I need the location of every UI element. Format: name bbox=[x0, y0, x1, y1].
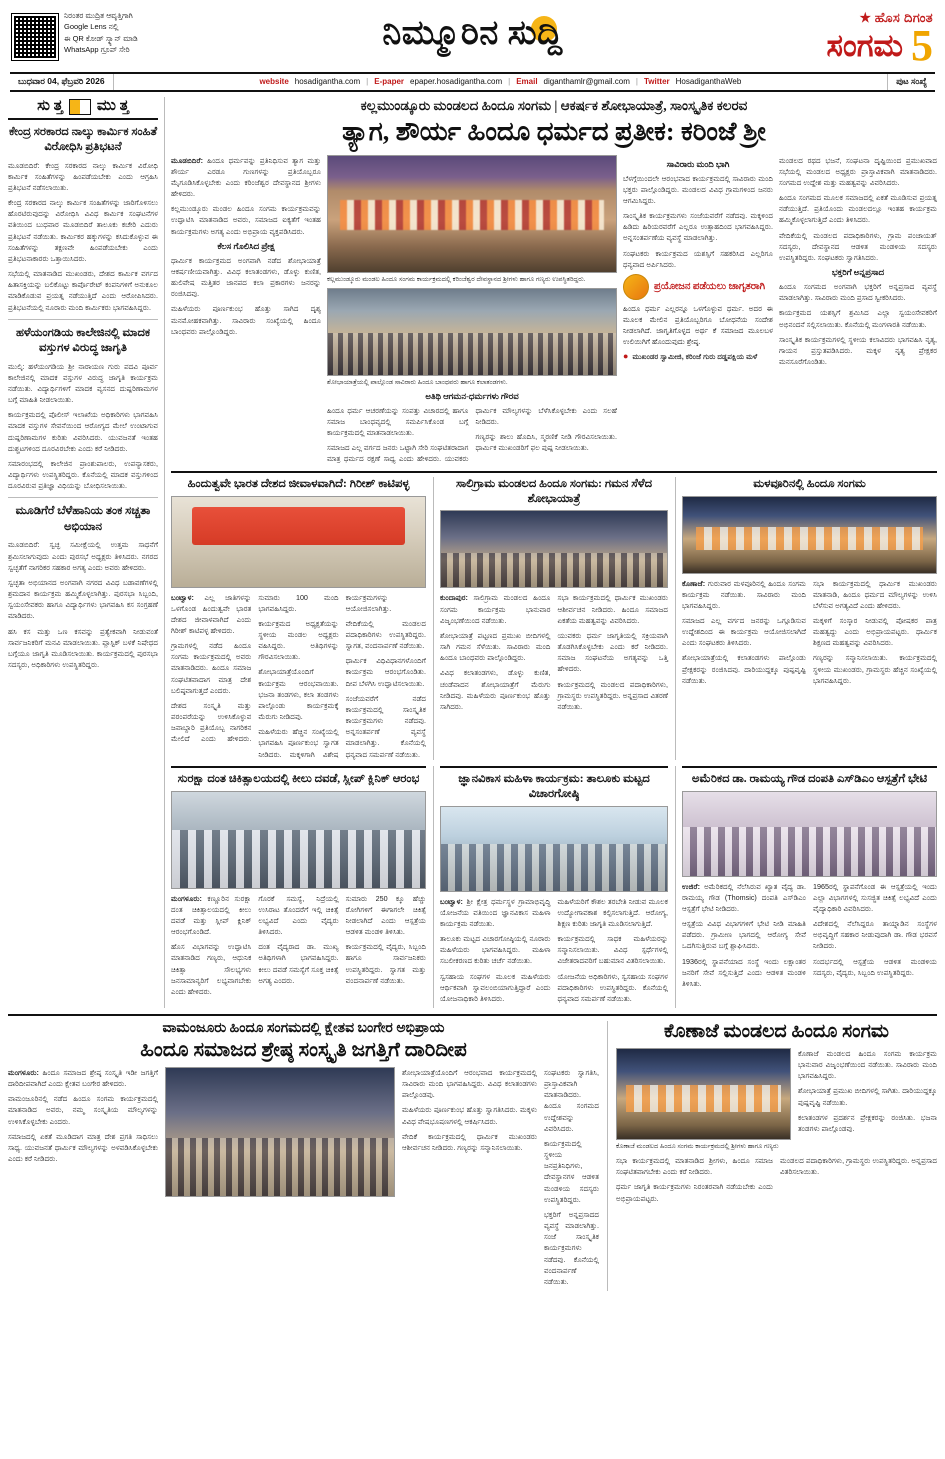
stage-dignitaries-photo bbox=[327, 155, 617, 273]
vamanjoor-col-2: ಶೋಭಾಯಾತ್ರೆಯೊಂದಿಗೆ ಆರಂಭವಾದ ಕಾರ್ಯಕ್ರಮದಲ್ಲಿ ಸಾವಿರಾರು ಮಂದಿ ಭಾಗವಹಿಸಿದ್ದರು. ವಿವಿಧ ಕಲಾತಂಡಗಳು ಪಾಲ್ಗೊಂಡವು. ಮಹಿಳೆಯರು ಪೂರ್ಣಕುಂಭ ಹೊತ್ತು ಸ್ವಾಗತಿಸಿದರು. ಮಕ್ಕಳು ವಿವಿಧ ವೇಷಭೂಷಣಗಳಲ್ಲಿ ಆಕರ್ಷಿಸಿದರು. ವೇದಿಕೆ ಕಾರ್ಯಕ್ರಮದಲ್ಲಿ ಧಾರ್ಮಿಕ ಮುಖಂಡರು ಆಶೀರ್ವಚನ ನೀಡಿದರು. ಗಣ್ಯರನ್ನು ಸನ್ಮಾನಿಸಲಾಯಿತು. bbox=[402, 1068, 537, 1152]
story-hindutva-head: ಹಿಂದುತ್ವವೇ ಭಾರತ ದೇಶದ ಜೀವಾಳವಾಗಿದೆ: ಗಿರೀಶ್ ಕಾಟಿಪಳ್ಳ bbox=[187, 477, 410, 490]
qr-line-3: ಈ QR ಕೋಡ್ ಸ್ಕ್ಯಾನ್ ಮಾಡಿ bbox=[64, 33, 138, 43]
story-hospital-head: ಅಮೆರಿಕದ ಡಾ. ರಾಮಯ್ಯ ಗೌಡ ದಂಪತಿ ಎಸ್‌ಡಿಎಂ ಆಸ್ಪತ್ರೆಗೆ ಭೇಟಿ bbox=[691, 772, 928, 785]
story-saligrama-head: ಸಾಲಿಗ್ರಾಮ ಮಂಡಲದ ಹಿಂದೂ ಸಂಗಮ: ಗಮನ ಸೆಳೆದ ಶೋಭಾಯಾತ್ರೆ bbox=[455, 477, 653, 505]
story-women-head: ಜ್ಞಾನವಿಕಾಸ ಮಹಿಳಾ ಕಾರ್ಯಕ್ರಮ: ತಾಲೂಕು ಮಟ್ಟದ ವಿಚಾರಗೋಷ್ಠಿ bbox=[458, 772, 650, 800]
bottom-section bbox=[8, 1014, 937, 1291]
main-content bbox=[164, 97, 937, 1008]
lead-subhead-1: ಕೆಲಸ ಗೊಲಿಸಿದ ಪ್ರೇಕ್ಷ bbox=[217, 240, 275, 251]
konaje-col-2: ಸಭಾ ಕಾರ್ಯಕ್ರಮದಲ್ಲಿ ಮಾತನಾಡಿದ ಶ್ರೀಗಳು, ಹಿಂದೂ ಸಮಾಜ ಸಂಘಟಿತವಾಗಬೇಕು ಎಂದು ಕರೆ ನೀಡಿದರು. ಧರ್ಮ ಜಾಗೃತಿ ಕಾರ್ಯಕ್ರಮಗಳು ನಿರಂತರವಾಗಿ ನಡೆಯಬೇಕು ಎಂದು ಅಭಿಪ್ರಾಯಪಟ್ಟರು. ಮಂಡಲದ ಪದಾಧಿಕಾರಿಗಳು, ಗ್ರಾಮಸ್ಥರು ಉಪಸ್ಥಿತರಿದ್ದರು. ಅನ್ನಪ್ರಸಾದ ವಿತರಿಸಲಾಯಿತು. bbox=[616, 1156, 937, 1203]
story-vamanjoor-kicker: ವಾಮಂಜೂರು ಹಿಂದೂ ಸಂಗಮದಲ್ಲಿ ಕ್ಷೇತವ ಬಂಗೇರ ಅಭಿಪ್ರಾಯ bbox=[162, 1021, 445, 1037]
bullet-dot-icon: ● bbox=[623, 350, 629, 361]
highlight-bullet: ● ಮುಖಂಡರ ಸ್ವಾಮೀಜಿ, ಕರಿಂಜೆ ಗುರು ದಡ್ಡಪಕ್ಷಿಯ ಮಳೆ bbox=[623, 350, 758, 361]
konaje-col-1: ಕೊಣಾಜೆ ಮಂಡಲದ ಹಿಂದೂ ಸಂಗಮ ಕಾರ್ಯಕ್ರಮ ಭಾನುವಾರ ವಿಜೃಂಭಣೆಯಿಂದ ನಡೆಯಿತು. ಸಾವಿರಾರು ಮಂದಿ ಭಾಗವಹಿಸಿದ್ದರು. ಶೋಭಾಯಾತ್ರೆ ಪ್ರಮುಖ ಬೀದಿಗಳಲ್ಲಿ ಸಾಗಿತು. ದಾರಿಯುದ್ದಕ್ಕೂ ಪುಷ್ಪವೃಷ್ಟಿ ನಡೆಯಿತು. ಕಲಾತಂಡಗಳ ಪ್ರದರ್ಶನ ಪ್ರೇಕ್ಷಕರನ್ನು ರಂಜಿಸಿತು. ಭಜನಾ ತಂಡಗಳು ಪಾಲ್ಗೊಂಡವು. bbox=[798, 1049, 937, 1133]
story-dental-head: ಸುರಕ್ಷಾ ದಂತ ಚಿಕಿತ್ಸಾಲಯದಲ್ಲಿ ಕೀಲು ದವಡೆ, ಸ್ಲೀಪ್ ಕ್ಲಿನಿಕ್ ಆರಂಭ bbox=[177, 772, 420, 785]
sidebar-item-1[interactable] bbox=[8, 125, 158, 313]
lead-kicker: ಕಲ್ಲಮುಂಡ್ಕೂರು ಮಂಡಲದ ಹಿಂದೂ ಸಂಗಮ | ಆಕರ್ಷಕ ಶೋಭಾಯಾತ್ರೆ, ಸಾಂಸ್ಕೃತಿಕ ಕಲರವ bbox=[360, 97, 748, 113]
lead-col-4: ಮಂಡಲದ ರಥದ ಭಜನೆ, ಸಂಘಟನಾ ದೃಷ್ಟಿಯಿಂದ ಪ್ರಮುಖವಾದ ಸಭೆಯಲ್ಲಿ ಮಂಡಲದ ಅಧ್ಯಕ್ಷರು ಪ್ರಾಸ್ತಾವಿಕವಾಗಿ ಮಾತನಾಡಿದರು. ಸಂಗಮದ ಉದ್ದೇಶ ಮತ್ತು ಮಹತ್ವವನ್ನು ವಿವರಿಸಿದರು. ಹಿಂದೂ ಸಂಗಮದ ಮೂಲಕ ಸಮಾಜದಲ್ಲಿ ಏಕತೆ ಮೂಡಿಸುವ ಪ್ರಯತ್ನ ನಡೆಯುತ್ತಿದೆ. ಪ್ರತಿಯೊಂದು ಮಂಡಲದಲ್ಲೂ ಇಂತಹ ಕಾರ್ಯಕ್ರಮ ಹಮ್ಮಿಕೊಳ್ಳಲಾಗುತ್ತಿದೆ ಎಂದು ತಿಳಿಸಿದರು. ವೇದಿಕೆಯಲ್ಲಿ ಮಂಡಲದ ಪದಾಧಿಕಾರಿಗಳು, ಗ್ರಾಮ ಪಂಚಾಯತ್ ಸದಸ್ಯರು, ದೇವಸ್ಥಾನದ ಆಡಳಿತ ಮಂಡಳಿಯ ಸದಸ್ಯರು ಉಪಸ್ಥಿತರಿದ್ದರು. ಸಂಘಟಕರು ಸ್ವಾಗತಿಸಿದರು. ಭಕ್ತರಿಗೆ ಅನ್ನಪ್ರಸಾದ ಹಿಂದೂ ಸಂಗಮದ ಅಂಗವಾಗಿ ಭಕ್ತರಿಗೆ ಅನ್ನಪ್ರಸಾದ ವ್ಯವಸ್ಥೆ ಮಾಡಲಾಗಿತ್ತು. ಸಾವಿರಾರು ಮಂದಿ ಪ್ರಸಾದ ಸ್ವೀಕರಿಸಿದರು. ಕಾರ್ಯಕ್ರಮದ ಯಶಸ್ಸಿಗೆ ಶ್ರಮಿಸಿದ ಎಲ್ಲಾ ಸ್ವಯಂಸೇವಕರಿಗೆ ಅಭಿನಂದನೆ ಸಲ್ಲಿಸಲಾಯಿತು. ಕೊನೆಯಲ್ಲಿ ಮಂಗಳಾರತಿ ನಡೆಯಿತು. ಸಾಂಸ್ಕೃತಿಕ ಕಾರ್ಯಕ್ರಮಗಳಲ್ಲಿ ಸ್ಥಳೀಯ ಕಲಾವಿದರು ಭಾಗವಹಿಸಿ ನೃತ್ಯ, ಗಾಯನ ಪ್ರಸ್ತುತಪಡಿಸಿದರು. ಮಕ್ಕಳ ನೃತ್ಯ ಪ್ರೇಕ್ಷಕರ ಮನಸೂರೆಗೊಂಡಿತು. bbox=[779, 155, 937, 366]
saligrama-stage-photo bbox=[440, 510, 668, 588]
page-number: ಪುಟ ಸಂಖ್ಯೆ bbox=[887, 74, 935, 90]
masthead bbox=[8, 6, 937, 68]
vamanjoor-col-1: ಮಂಗಳೂರು: ಹಿಂದೂ ಸಮಾಜದ ಶ್ರೇಷ್ಠ ಸಂಸ್ಕೃತಿ ಇಡೀ ಜಗತ್ತಿಗೆ ದಾರಿದೀಪವಾಗಿದೆ ಎಂದು ಕ್ಷೇತವ ಬಂಗೇರ ಹೇಳಿದರು. ವಾಮಂಜೂರಿನಲ್ಲಿ ನಡೆದ ಹಿಂದೂ ಸಂಗಮ ಕಾರ್ಯಕ್ರಮದಲ್ಲಿ ಮಾತನಾಡಿದ ಅವರು, ನಮ್ಮ ಸಂಸ್ಕೃತಿಯ ಮೌಲ್ಯಗಳನ್ನು ಉಳಿಸಿಕೊಳ್ಳಬೇಕು ಎಂದರು. ಸಮಾಜದಲ್ಲಿ ಏಕತೆ ಮೂಡಿದಾಗ ಮಾತ್ರ ದೇಶ ಪ್ರಗತಿ ಸಾಧಿಸಲು ಸಾಧ್ಯ. ಯುವಜನತೆ ಧಾರ್ಮಿಕ ಮೌಲ್ಯಗಳನ್ನು ಅಳವಡಿಸಿಕೊಳ್ಳಬೇಕು ಎಂದು ಕರೆ ನೀಡಿದರು. bbox=[8, 1068, 158, 1164]
highlight-title: ಪ್ರಯೋಜನ ಪಡೆಯಲು ಜಾಗೃತರಾಗಿ bbox=[623, 274, 773, 300]
brand-name: ಸಂಗಮ 5 bbox=[826, 21, 933, 70]
qr-code-icon[interactable] bbox=[12, 14, 58, 60]
story-women[interactable]: ಜ್ಞಾನವಿಕಾಸ ಮಹಿಳಾ ಕಾರ್ಯಕ್ರಮ: ತಾಲೂಕು ಮಟ್ಟದ ವಿಚಾರಗೋಷ್ಠಿ ಬಂಟ್ವಾಳ: ಶ್ರೀ ಕ್ಷೇತ್ರ ಧರ್ಮಸ್ಥಳ ಗ್ರಾಮಾಭಿವೃದ್ಧಿ ಯೋಜನೆಯ ವತಿಯಿಂದ ಜ್ಞಾನವಿಕಾಸ ಮಹಿಳಾ ಕಾರ್ಯಕ್ರಮ ನಡೆಯಿತು. ತಾಲೂಕು ಮಟ್ಟದ ವಿಚಾರಗೋಷ್ಠಿಯಲ್ಲಿ ನೂರಾರು ಮಹಿಳೆಯರು ಭಾಗವಹಿಸಿದ್ದರು. ಮಹಿಳಾ ಸಬಲೀಕರಣದ ಕುರಿತು ಚರ್ಚೆ ನಡೆಯಿತು. ಸ್ವಸಹಾಯ ಸಂಘಗಳ ಮೂಲಕ ಮಹಿಳೆಯರು ಆರ್ಥಿಕವಾಗಿ ಸ್ವಾವಲಂಬಿಯಾಗುತ್ತಿದ್ದಾರೆ ಎಂದು ಯೋಜನಾಧಿಕಾರಿ ತಿಳಿಸಿದರು. ಮಹಿಳೆಯರಿಗೆ ಕೌಶಲ ತರಬೇತಿ ನೀಡುವ ಮೂಲಕ ಉದ್ಯೋಗಾವಕಾಶ ಕಲ್ಪಿಸಲಾಗುತ್ತಿದೆ. ಆರೋಗ್ಯ, ಶಿಕ್ಷಣ ಕುರಿತು ಜಾಗೃತಿ ಮೂಡಿಸಲಾಗುತ್ತಿದೆ. ಕಾರ್ಯಕ್ರಮದಲ್ಲಿ ಸಾಧಕ ಮಹಿಳೆಯರನ್ನು ಸನ್ಮಾನಿಸಲಾಯಿತು. ವಿವಿಧ ಸ್ಪರ್ಧೆಗಳಲ್ಲಿ ವಿಜೇತರಾದವರಿಗೆ ಬಹುಮಾನ ವಿತರಿಸಲಾಯಿತು. ಯೋಜನೆಯ ಅಧಿಕಾರಿಗಳು, ಸ್ವಸಹಾಯ ಸಂಘಗಳ ಪದಾಧಿಕಾರಿಗಳು ಉಪಸ್ಥಿತರಿದ್ದರು. ಕೊನೆಯಲ್ಲಿ ಧನ್ಯವಾದ ಸಮರ್ಪಣೆ ನಡೆಯಿತು. bbox=[433, 766, 668, 1008]
page-title: ನಿಮ್ಮೂರಿನ ಸುದ್ದಿ bbox=[382, 15, 563, 52]
epaper-value[interactable]: epaper.hosadigantha.com bbox=[410, 77, 503, 87]
sidebar-item-1-title: ಕೇಂದ್ರ ಸರಕಾರದ ನಾಲ್ಕು ಕಾರ್ಮಿಕ ಸಂಹಿತೆ ವಿರೋಧಿಸಿ ಪ್ರತಿಭಟನೆ bbox=[8, 125, 158, 154]
sidebar-item-2-body: ಮುಲ್ಕಿ: ಹಳೆಯಂಗಡಿಯ ಶ್ರೀ ನಾರಾಯಣ ಗುರು ಪದವಿ ಪೂರ್ವ ಕಾಲೇಜಿನಲ್ಲಿ ಮಾದಕ ವಸ್ತುಗಳ ವಿರುದ್ಧ ಜಾಗೃತಿ ಕಾರ್ಯಕ್ರಮ ನಡೆಯಿತು. ವಿದ್ಯಾರ್ಥಿಗಳಿಗೆ ಮಾದಕ ವ್ಯಸನದ ದುಷ್ಪರಿಣಾಮಗಳ ಬಗ್ಗೆ ಮಾಹಿತಿ ನೀಡಲಾಯಿತು. ಕಾರ್ಯಕ್ರಮದಲ್ಲಿ ಪೊಲೀಸ್ ಇಲಾಖೆಯ ಅಧಿಕಾರಿಗಳು ಭಾಗವಹಿಸಿ ಮಾದಕ ವಸ್ತುಗಳ ಸೇವನೆಯಿಂದ ಆರೋಗ್ಯದ ಮೇಲೆ ಉಂಟಾಗುವ ದುಷ್ಪರಿಣಾಮಗಳ ಕುರಿತು ವಿವರಿಸಿದರು. ಯುವಜನತೆ ಇಂತಹ ದುಶ್ಚಟಗಳಿಂದ ದೂರವಿರಬೇಕು ಎಂದು ಕರೆ ನೀಡಿದರು. ಸಮಾರಂಭದಲ್ಲಿ ಕಾಲೇಜಿನ ಪ್ರಾಂಶುಪಾಲರು, ಉಪನ್ಯಾಸಕರು, ವಿದ್ಯಾರ್ಥಿಗಳು ಉಪಸ್ಥಿತರಿದ್ದರು. ಕೊನೆಯಲ್ಲಿ ಮಾದಕ ವಸ್ತುಗಳಿಂದ ದೂರವಿರುವ ಪ್ರತಿಜ್ಞಾ ವಿಧಿಯನ್ನು ಬೋಧಿಸಲಾಯಿತು. bbox=[8, 361, 158, 491]
qr-block bbox=[12, 10, 262, 60]
lead-photo-2-caption: ಶೋಭಾಯಾತ್ರೆಯಲ್ಲಿ ಪಾಲ್ಗೊಂಡ ಸಾವಿರಾರು ಹಿಂದೂ ಬಾಂಧವರು ಹಾಗೂ ಕಲಾತಂಡಗಳು. bbox=[327, 378, 508, 386]
lead-col-2: ಕಲ್ಲಮುಂಡ್ಕೂರು ಮಂಡಲ ಹಿಂದೂ ಸಂಗಮ ಕಾರ್ಯಕ್ರಮದಲ್ಲಿ ಕರಿಂಜೆಶ್ವರ ದೇವಸ್ಥಾನದ ಶ್ರೀಗಳು ಹಾಗೂ ಗಣ್ಯರು ಉಪಸ್ಥಿತರಿದ್ದರು. ಶೋಭಾಯಾತ್ರೆಯಲ್ಲಿ ಪಾಲ್ಗೊಂಡ ಸಾವಿರಾರು ಹಿಂದೂ ಬಾಂಧವರು ಹಾಗೂ ಕಲಾತಂಡಗಳು. ಅತಿಥಿ ಆಗಮನ-ಧರ್ಮಗಳು ಗೌರವ ಹಿಂದೂ ಧರ್ಮ ಆಚರಣೆಯನ್ನು ಸಂಪತ್ತು ವಿಚಾರದಲ್ಲಿ ಹಾಗೂ ಸಮಾಜ ಬಾಂಧವ್ಯದಲ್ಲಿ ಸಮರ್ಪಿಸಿಕೊಂಡ ಬಗ್ಗೆ ಕಾರ್ಯಕ್ರಮದಲ್ಲಿ ಮಾತನಾಡಲಾಯಿತು. ಸಮಾಜದ ಎಲ್ಲ ವರ್ಗದ ಜನರು ಒಟ್ಟಾಗಿ ಸೇರಿ ಸಂಘಟಿತರಾದಾಗ ಮಾತ್ರ ಧರ್ಮದ ರಕ್ಷಣೆ ಸಾಧ್ಯ ಎಂದು ಹೇಳಿದರು. ಯುವಕರು ಧಾರ್ಮಿಕ ಮೌಲ್ಯಗಳನ್ನು ಬೆಳೆಸಿಕೊಳ್ಳಬೇಕು ಎಂದು ಸಲಹೆ ನೀಡಿದರು. ಗಣ್ಯರನ್ನು ಶಾಲು ಹೊದಿಸಿ, ಸ್ಮರಣಿಕೆ ನೀಡಿ ಗೌರವಿಸಲಾಯಿತು. ಧಾರ್ಮಿಕ ಮುಖಂಡರಿಗೆ ಫಲ ಪುಷ್ಪ ನೀಡಲಾಯಿತು. bbox=[327, 155, 617, 465]
qr-line-4: WhatsApp ಗ್ರೂಪ್ ಸೇರಿ bbox=[64, 44, 130, 54]
lead-photo-1-caption: ಕಲ್ಲಮುಂಡ್ಕೂರು ಮಂಡಲ ಹಿಂದೂ ಸಂಗಮ ಕಾರ್ಯಕ್ರಮದಲ್ಲಿ ಕರಿಂಜೆಶ್ವರ ದೇವಸ್ಥಾನದ ಶ್ರೀಗಳು ಹಾಗೂ ಗಣ್ಯರು ಉಪಸ್ಥಿತರಿದ್ದರು. bbox=[327, 275, 586, 283]
lead-subhead-2: ಸಾವಿರಾರು ಮಂದಿ ಭಾಗಿ bbox=[666, 158, 730, 169]
qr-instructions bbox=[64, 10, 138, 55]
page-body bbox=[8, 97, 937, 1008]
mid-section-row-1 bbox=[171, 471, 937, 760]
website-label: website bbox=[259, 77, 289, 87]
info-bar bbox=[10, 72, 935, 92]
sidebar-item-3-title: ಮೂಡಿಗೆರೆ ಬೆಳೆಹಾನಿಯ ತಂಕ ಸಚ್ಚತಾ ಅಭಿಯಾನ bbox=[15, 505, 151, 533]
sidebar-item-3[interactable] bbox=[8, 504, 158, 670]
edition-number: 5 bbox=[911, 21, 933, 70]
divider bbox=[8, 319, 158, 320]
story-konaje-head: ಕೊಣಾಜೆ ಮಂಡಲದ ಹಿಂದೂ ಸಂಗಮ bbox=[664, 1021, 889, 1043]
lead-headline: ತ್ಯಾಗ, ಶೌರ್ಯ ಹಿಂದೂ ಧರ್ಮದ ಪ್ರತೀಕ: ಕರಿಂಜೆ ಶ್ರೀ bbox=[342, 117, 766, 147]
story-hospital[interactable]: ಅಮೆರಿಕದ ಡಾ. ರಾಮಯ್ಯ ಗೌಡ ದಂಪತಿ ಎಸ್‌ಡಿಎಂ ಆಸ್ಪತ್ರೆಗೆ ಭೇಟಿ ಉಜಿರೆ: ಅಮೆರಿಕದಲ್ಲಿ ನೆಲೆಸಿರುವ ಖ್ಯಾತ ವೈದ್ಯ ಡಾ. ರಾಮಯ್ಯ ಗೌಡ (Thomsic) ದಂಪತಿ ಎಸ್‌ಡಿಎಂ ಆಸ್ಪತ್ರೆಗೆ ಭೇಟಿ ನೀಡಿದರು. ಆಸ್ಪತ್ರೆಯ ವಿವಿಧ ವಿಭಾಗಗಳಿಗೆ ಭೇಟಿ ನೀಡಿ ಮಾಹಿತಿ ಪಡೆದರು. ಗ್ರಾಮೀಣ ಭಾಗದಲ್ಲಿ ಆರೋಗ್ಯ ಸೇವೆ ಒದಗಿಸುತ್ತಿರುವ ಬಗ್ಗೆ ಶ್ಲಾಘಿಸಿದರು. 1936ರಲ್ಲಿ ಸ್ಥಾಪನೆಯಾದ ಸಂಸ್ಥೆ ಇಂದು ಲಕ್ಷಾಂತರ ಜನರಿಗೆ ಸೇವೆ ಸಲ್ಲಿಸುತ್ತಿದೆ ಎಂದು ಆಡಳಿತ ಮಂಡಳಿ ತಿಳಿಸಿತು. 1965ರಲ್ಲಿ ಸ್ಥಾಪನೆಗೊಂಡ ಈ ಆಸ್ಪತ್ರೆಯಲ್ಲಿ ಇಂದು ಎಲ್ಲಾ ವಿಭಾಗಗಳಲ್ಲಿ ಸುಸಜ್ಜಿತ ಚಿಕಿತ್ಸೆ ಲಭ್ಯವಿದೆ ಎಂದು ವೈದ್ಯಾಧಿಕಾರಿ ವಿವರಿಸಿದರು. ವಿದೇಶದಲ್ಲಿ ನೆಲೆಸಿದ್ದರೂ ತಾಯ್ನಾಡಿನ ಸಂಸ್ಥೆಗಳ ಅಭಿವೃದ್ಧಿಗೆ ಸಹಕಾರ ನೀಡುವುದಾಗಿ ಡಾ. ಗೌಡ ಭರವಸೆ ನೀಡಿದರು. ಸಂದರ್ಭದಲ್ಲಿ ಆಸ್ಪತ್ರೆಯ ಆಡಳಿತ ಮಂಡಳಿಯ ಸದಸ್ಯರು, ವೈದ್ಯರು, ಸಿಬ್ಬಂದಿ ಉಪಸ್ಥಿತರಿದ್ದರು. bbox=[675, 766, 937, 1008]
qr-line-2: Google Lens ನಲ್ಲಿ bbox=[64, 22, 119, 32]
story-hindutva[interactable]: ಹಿಂದುತ್ವವೇ ಭಾರತ ದೇಶದ ಜೀವಾಳವಾಗಿದೆ: ಗಿರೀಶ್ ಕಾಟಿಪಳ್ಳ ಬಂಟ್ವಾಳ: ಎಲ್ಲ ಜಾತಿಗಳನ್ನು ಒಳಗೊಂಡ ಹಿಂದುತ್ವವೇ ಭಾರತ ದೇಶದ ಜೀವಾಳವಾಗಿದೆ ಎಂದು ಗಿರೀಶ್ ಕಾಟಿಪಳ್ಳ ಹೇಳಿದರು. ಗ್ರಾಮಗಳಲ್ಲಿ ನಡೆದ ಹಿಂದೂ ಸಂಗಮ ಕಾರ್ಯಕ್ರಮದಲ್ಲಿ ಅವರು ಮಾತನಾಡಿದರು. ಹಿಂದೂ ಸಮಾಜ ಸಂಘಟಿತವಾದಾಗ ಮಾತ್ರ ದೇಶ ಬಲಿಷ್ಠವಾಗುತ್ತದೆ ಎಂದರು. ದೇಶದ ಸಂಸ್ಕೃತಿ ಮತ್ತು ಪರಂಪರೆಯನ್ನು ಉಳಿಸಿಕೊಳ್ಳುವ ಜವಾಬ್ದಾರಿ ಪ್ರತಿಯೊಬ್ಬ ನಾಗರಿಕನ ಮೇಲಿದೆ ಎಂದು ಹೇಳಿದರು. ಸುಮಾರು 100 ಮಂದಿ ಭಾಗವಹಿಸಿದ್ದರು. ಕಾರ್ಯಕ್ರಮದ ಅಧ್ಯಕ್ಷತೆಯನ್ನು ಸ್ಥಳೀಯ ಮಂಡಲ ಅಧ್ಯಕ್ಷರು ವಹಿಸಿದ್ದರು. ಅತಿಥಿಗಳನ್ನು ಗೌರವಿಸಲಾಯಿತು. ಶೋಭಾಯಾತ್ರೆಯೊಂದಿಗೆ ಕಾರ್ಯಕ್ರಮ ಆರಂಭವಾಯಿತು. ಭಜನಾ ತಂಡಗಳು, ಕಲಾ ತಂಡಗಳು ಪಾಲ್ಗೊಂಡು ಕಾರ್ಯಕ್ರಮಕ್ಕೆ ಮೆರುಗು ನೀಡಿದವು. ಮಹಿಳೆಯರು ಹೆಚ್ಚಿನ ಸಂಖ್ಯೆಯಲ್ಲಿ ಭಾಗವಹಿಸಿ ಪೂರ್ಣಕುಂಭ ಸ್ವಾಗತ ನೀಡಿದರು. ಮಕ್ಕಳಿಗಾಗಿ ವಿಶೇಷ ಕಾರ್ಯಕ್ರಮಗಳನ್ನು ಆಯೋಜಿಸಲಾಗಿತ್ತು. ವೇದಿಕೆಯಲ್ಲಿ ಮಂಡಲದ ಪದಾಧಿಕಾರಿಗಳು ಉಪಸ್ಥಿತರಿದ್ದರು. ಸ್ವಾಗತ, ವಂದನಾರ್ಪಣೆ ನಡೆಯಿತು. ಧಾರ್ಮಿಕ ವಿಧಿವಿಧಾನಗಳೊಂದಿಗೆ ಕಾರ್ಯಕ್ರಮ ಆರಂಭಗೊಂಡಿತು. ದೀಪ ಬೆಳಗಿಸಿ ಉದ್ಘಾಟಿಸಲಾಯಿತು. ಸಂಜೆಯವರೆಗೆ ನಡೆದ ಕಾರ್ಯಕ್ರಮದಲ್ಲಿ ಸಾಂಸ್ಕೃತಿಕ ಕಾರ್ಯಕ್ರಮಗಳು ನಡೆದವು. ಅನ್ನಸಂತರ್ಪಣೆ ವ್ಯವಸ್ಥೆ ಮಾಡಲಾಗಿತ್ತು. ಕೊನೆಯಲ್ಲಿ ಧನ್ಯವಾದ ಸಮರ್ಪಣೆ ನಡೆಯಿತು. bbox=[171, 477, 426, 759]
lead-subhead-3: ಅತಿಥಿ ಆಗಮನ-ಧರ್ಮಗಳು ಗೌರವ bbox=[425, 390, 519, 401]
konaje-photo-col bbox=[616, 1048, 791, 1151]
sidebar bbox=[8, 97, 158, 1008]
qr-line-1: ನಿರಂತರ ಮುದ್ರಿತ ಆವೃತ್ತಿಗಾಗಿ bbox=[64, 11, 133, 20]
konaje-sangama-photo bbox=[616, 1048, 791, 1140]
website-value[interactable]: hosadigantha.com bbox=[294, 77, 361, 87]
spotlight-icon bbox=[623, 274, 649, 300]
epaper-label: E-paper bbox=[374, 77, 405, 87]
sidebar-title-right: ಮು ತ್ತ bbox=[96, 97, 129, 114]
story-malavooru-head: ಮಳವೂರಿನಲ್ಲಿ ಹಿಂದೂ ಸಂಗಮ bbox=[753, 477, 866, 490]
konaje-photo-caption: ಕೊಣಾಜೆ ಮಂಡಲದ ಹಿಂದೂ ಸಂಗಮ ಕಾರ್ಯಕ್ರಮದಲ್ಲಿ ಶ್ರೀಗಳು ಹಾಗೂ ಗಣ್ಯರು bbox=[616, 1143, 779, 1151]
story-saligrama[interactable]: ಸಾಲಿಗ್ರಾಮ ಮಂಡಲದ ಹಿಂದೂ ಸಂಗಮ: ಗಮನ ಸೆಳೆದ ಶೋಭಾಯಾತ್ರೆ ಕುಂದಾಪುರ: ಸಾಲಿಗ್ರಾಮ ಮಂಡಲದ ಹಿಂದೂ ಸಂಗಮ ಕಾರ್ಯಕ್ರಮ ಭಾನುವಾರ ವಿಜೃಂಭಣೆಯಿಂದ ನಡೆಯಿತು. ಶೋಭಾಯಾತ್ರೆ ಪಟ್ಟಣದ ಪ್ರಮುಖ ಬೀದಿಗಳಲ್ಲಿ ಸಾಗಿ ಗಮನ ಸೆಳೆಯಿತು. ಸಾವಿರಾರು ಮಂದಿ ಹಿಂದೂ ಬಾಂಧವರು ಪಾಲ್ಗೊಂಡಿದ್ದರು. ವಿವಿಧ ಕಲಾತಂಡಗಳು, ಡೊಳ್ಳು ಕುಣಿತ, ಚಂಡೆವಾದನ ಶೋಭಾಯಾತ್ರೆಗೆ ಮೆರುಗು ನೀಡಿದವು. ಮಹಿಳೆಯರು ಪೂರ್ಣಕುಂಭ ಹೊತ್ತು ಸಾಗಿದರು. ಸಭಾ ಕಾರ್ಯಕ್ರಮದಲ್ಲಿ ಧಾರ್ಮಿಕ ಮುಖಂಡರು ಆಶೀರ್ವಚನ ನೀಡಿದರು. ಹಿಂದೂ ಸಮಾಜದ ಏಕತೆಯ ಮಹತ್ವವನ್ನು ವಿವರಿಸಿದರು. ಯುವಕರು ಧರ್ಮ ಜಾಗೃತಿಯಲ್ಲಿ ಸಕ್ರಿಯವಾಗಿ ತೊಡಗಿಸಿಕೊಳ್ಳಬೇಕು ಎಂದು ಕರೆ ನೀಡಿದರು. ಸಮಾಜ ಸಂಘಟನೆಯ ಅಗತ್ಯವನ್ನು ಒತ್ತಿ ಹೇಳಿದರು. ಕಾರ್ಯಕ್ರಮದಲ್ಲಿ ಮಂಡಲದ ಪದಾಧಿಕಾರಿಗಳು, ಗ್ರಾಮಸ್ಥರು ಉಪಸ್ಥಿತರಿದ್ದರು. ಅನ್ನಪ್ರಸಾದ ವಿತರಣೆ ನಡೆಯಿತು. bbox=[433, 477, 668, 760]
story-vamanjoor[interactable] bbox=[8, 1021, 599, 1291]
lead-subhead-4: ಭಕ್ತರಿಗೆ ಅನ್ನಪ್ರಸಾದ bbox=[831, 267, 885, 278]
sidebar-item-3-body: ಮೂಡಬಿದಿರೆ: ಸ್ವಚ್ಛ ಸಮೀಕ್ಷೆಯಲ್ಲಿ ಉತ್ತಮ ಸಾಧನೆಗೆ ಶ್ರಮಿಸಲಾಗುವುದು ಎಂದು ಪುರಸಭೆ ಅಧ್ಯಕ್ಷರು ತಿಳಿಸಿದರು. ನಗರದ ಸ್ವಚ್ಛತೆಗೆ ನಾಗರಿಕರ ಸಹಕಾರ ಅಗತ್ಯ ಎಂದು ಅವರು ಹೇಳಿದರು. ಸ್ವಚ್ಛತಾ ಅಭಿಯಾನದ ಅಂಗವಾಗಿ ನಗರದ ವಿವಿಧ ಬಡಾವಣೆಗಳಲ್ಲಿ ಶ್ರಮದಾನ ಕಾರ್ಯಕ್ರಮ ಹಮ್ಮಿಕೊಳ್ಳಲಾಗಿತ್ತು. ಪುರಸಭಾ ಸಿಬ್ಬಂದಿ, ಸ್ವಯಂಸೇವಕರು ಹಾಗೂ ವಿದ್ಯಾರ್ಥಿಗಳು ಭಾಗವಹಿಸಿ ಕಸ ಸಂಗ್ರಹಣೆ ಮಾಡಿದರು. ಹಸಿ ಕಸ ಮತ್ತು ಒಣ ಕಸವನ್ನು ಪ್ರತ್ಯೇಕವಾಗಿ ನೀಡುವಂತೆ ಸಾರ್ವಜನಿಕರಿಗೆ ಮನವಿ ಮಾಡಲಾಯಿತು. ಪ್ಲಾಸ್ಟಿಕ್ ಬಳಕೆ ನಿಷೇಧದ ಬಗ್ಗೆಯೂ ಜಾಗೃತಿ ಮೂಡಿಸಲಾಯಿತು. ಕಾರ್ಯಕ್ರಮದಲ್ಲಿ ಪುರಸಭಾ ಸದಸ್ಯರು, ಅಧಿಕಾರಿಗಳು ಉಪಸ್ಥಿತರಿದ್ದರು. bbox=[8, 540, 158, 669]
masthead-title-wrap bbox=[270, 10, 675, 52]
brand-top-label: ★ ಹೊಸ ದಿಗಂತ bbox=[860, 10, 933, 25]
sidebar-item-2[interactable] bbox=[8, 326, 158, 492]
vamanjoor-sangama-photo bbox=[165, 1067, 395, 1197]
hindu-sangama-banner-photo bbox=[171, 496, 426, 588]
highlight-body: ಹಿಂದೂ ಧರ್ಮ ಎಲ್ಲರನ್ನೂ ಒಳಗೊಳ್ಳುವ ಧರ್ಮ. ಅದರ ಈ ಮೂಲಕ ಮೇಲಿನ ಪ್ರತಿಯೊಬ್ಬರಿಗೂ ಬೋಧನೆಯ ಸಂದೇಶ ನೀಡಲಾಗಿದೆ. ಜಾಗೃತಿಗೊಳ್ಳದ ಅರ್ಥ ಕೆ ಸಮಾಜದ ಮೂಲಬಳ ಉಲಿಯಿಗಿಗೆ ಹೊಂದುವುದು ಶ್ರೇಷ್ಠ. bbox=[623, 303, 773, 347]
dental-clinic-inauguration-photo bbox=[171, 791, 426, 889]
vamanjoor-col-3: ಸಂಘಟಕರು ಸ್ವಾಗತಿಸಿ, ಪ್ರಾಸ್ತಾವಿಕವಾಗಿ ಮಾತನಾಡಿದರು. ಹಿಂದೂ ಸಂಗಮದ ಉದ್ದೇಶವನ್ನು ವಿವರಿಸಿದರು. ಕಾರ್ಯಕ್ರಮದಲ್ಲಿ ಸ್ಥಳೀಯ ಜನಪ್ರತಿನಿಧಿಗಳು, ದೇವಸ್ಥಾನಗಳ ಆಡಳಿತ ಮಂಡಳಿಯ ಸದಸ್ಯರು ಉಪಸ್ಥಿತರಿದ್ದರು. ಭಕ್ತರಿಗೆ ಅನ್ನಪ್ರಸಾದದ ವ್ಯವಸ್ಥೆ ಮಾಡಲಾಗಿತ್ತು. ಸಂಜೆ ಸಾಂಸ್ಕೃತಿಕ ಕಾರ್ಯಕ್ರಮಗಳು ನಡೆದವು. ಕೊನೆಯಲ್ಲಿ ವಂದನಾರ್ಪಣೆ ನಡೆಯಿತು. bbox=[544, 1068, 599, 1286]
sidebar-header bbox=[8, 97, 158, 120]
procession-crowd-photo bbox=[327, 288, 617, 376]
womens-program-group-photo bbox=[440, 806, 668, 892]
email-value[interactable]: diganthamlr@gmail.com bbox=[543, 77, 630, 87]
malavooru-speaker-photo bbox=[682, 496, 937, 574]
story-dental[interactable]: ಸುರಕ್ಷಾ ದಂತ ಚಿಕಿತ್ಸಾಲಯದಲ್ಲಿ ಕೀಲು ದವಡೆ, ಸ್ಲೀಪ್ ಕ್ಲಿನಿಕ್ ಆರಂಭ ಮಂಗಳೂರು: ಕಣ್ಣೂರಿನ ಸುರಕ್ಷಾ ದಂತ ಚಿಕಿತ್ಸಾಲಯದಲ್ಲಿ ಕೀಲು ದವಡೆ ಮತ್ತು ಸ್ಲೀಪ್ ಕ್ಲಿನಿಕ್ ಆರಂಭಗೊಂಡಿದೆ. ಹೊಸ ವಿಭಾಗವನ್ನು ಉದ್ಘಾಟಿಸಿ ಮಾತನಾಡಿದ ಗಣ್ಯರು, ಆಧುನಿಕ ಚಿಕಿತ್ಸಾ ಸೌಲಭ್ಯಗಳು ಜನಸಾಮಾನ್ಯರಿಗೆ ಲಭ್ಯವಾಗಬೇಕು ಎಂದು ಹೇಳಿದರು. ಗೊರಕೆ ಸಮಸ್ಯೆ, ನಿದ್ರೆಯಲ್ಲಿ ಉಸಿರಾಟ ತೊಂದರೆಗೆ ಇಲ್ಲಿ ಚಿಕಿತ್ಸೆ ಲಭ್ಯವಿದೆ ಎಂದು ವೈದ್ಯರು ತಿಳಿಸಿದರು. ದಂತ ವೈದ್ಯರಾದ ಡಾ. ಮುಖ್ಯ ಅತಿಥಿಗಳಾಗಿ ಭಾಗವಹಿಸಿದ್ದರು. ಕೀಲು ದವಡೆ ಸಮಸ್ಯೆಗೆ ಸೂಕ್ತ ಚಿಕಿತ್ಸೆ ಅಗತ್ಯ ಎಂದರು. ಸುಮಾರು 250 ಕ್ಕೂ ಹೆಚ್ಚು ರೋಗಿಗಳಿಗೆ ಈಗಾಗಲೇ ಚಿಕಿತ್ಸೆ ನೀಡಲಾಗಿದೆ ಎಂದು ಆಸ್ಪತ್ರೆಯ ಆಡಳಿತ ಮಂಡಳಿ ತಿಳಿಸಿತು. ಕಾರ್ಯಕ್ರಮದಲ್ಲಿ ವೈದ್ಯರು, ಸಿಬ್ಬಂದಿ ಹಾಗೂ ಸಾರ್ವಜನಿಕರು ಉಪಸ್ಥಿತರಿದ್ದರು. ಸ್ವಾಗತ ಮತ್ತು ವಂದನಾರ್ಪಣೆ ನಡೆಯಿತು. bbox=[171, 766, 426, 1008]
highlight-box bbox=[623, 274, 773, 362]
twitter-value[interactable]: HosadiganthaWeb bbox=[675, 77, 742, 87]
lead-col-3: ಸಾವಿರಾರು ಮಂದಿ ಭಾಗಿ ಬೆಳಗ್ಗೆಯಿಂದಲೇ ಆರಂಭವಾದ ಕಾರ್ಯಕ್ರಮದಲ್ಲಿ ಸಾವಿರಾರು ಮಂದಿ ಭಕ್ತರು ಪಾಲ್ಗೊಂಡಿದ್ದರು. ಮಂಡಲದ ವಿವಿಧ ಗ್ರಾಮಗಳಿಂದ ಜನರು ಆಗಮಿಸಿದ್ದರು. ಸಾಂಸ್ಕೃತಿಕ ಕಾರ್ಯಕ್ರಮಗಳು ಸಂಜೆಯವರೆಗೆ ನಡೆದವು. ಮಕ್ಕಳಿಂದ ಹಿಡಿದು ಹಿರಿಯರವರೆಗೆ ಎಲ್ಲರೂ ಉತ್ಸಾಹದಿಂದ ಭಾಗವಹಿಸಿದ್ದರು. ಅನ್ನಸಂತರ್ಪಣೆಯ ವ್ಯವಸ್ಥೆ ಮಾಡಲಾಗಿತ್ತು. ಸಂಘಟಕರು ಕಾರ್ಯಕ್ರಮದ ಯಶಸ್ಸಿಗೆ ಸಹಕರಿಸಿದ ಎಲ್ಲರಿಗೂ ಧನ್ಯವಾದ ಅರ್ಪಿಸಿದರು. ಪ್ರಯೋಜನ ಪಡೆಯಲು ಜಾಗೃತರಾಗಿ ಹಿಂದೂ ಧರ್ಮ ಎಲ್ಲರನ್ನೂ ಒಳಗೊಳ್ಳುವ ಧರ್ಮ. ಅದರ ಈ ಮೂಲಕ ಮೇಲಿನ ಪ್ರತಿಯೊಬ್ಬರಿಗೂ ಬೋಧನೆಯ ಸಂದೇಶ ನೀಡಲಾಗಿದೆ. ಜಾಗೃತಿಗೊಳ್ಳದ ಅರ್ಥ ಕೆ ಸಮಾಜದ ಮೂಲಬಳ ಉಲಿಯಿಗಿಗೆ ಹೊಂದುವುದು ಶ್ರೇಷ್ಠ. ● ಮುಖಂಡರ ಸ್ವಾಮೀಜಿ, ಕರಿಂಜೆ ಗುರು ದಡ್ಡಪಕ್ಷಿಯ ಮಳೆ bbox=[623, 158, 773, 361]
brand-block bbox=[683, 10, 933, 70]
story-vamanjoor-head: ಹಿಂದೂ ಸಮಾಜದ ಶ್ರೇಷ್ಠ ಸಂಸ್ಕೃತಿ ಜಗತ್ತಿಗೆ ದಾರಿದೀಪ bbox=[140, 1039, 467, 1062]
lead-columns bbox=[171, 155, 937, 465]
twitter-label: Twitter bbox=[644, 77, 670, 87]
sidebar-item-2-title: ಹಳೆಯಂಗಡಿಯ ಕಾಲೇಜಿನಲ್ಲಿ ಮಾದಕ ವಸ್ತುಗಳ ವಿರುದ್ಧ ಜಾಗೃತಿ bbox=[15, 326, 151, 355]
book-icon bbox=[69, 99, 91, 113]
sidebar-title-left: ಸು ತ್ತ bbox=[37, 97, 63, 114]
story-konaje[interactable] bbox=[607, 1021, 937, 1291]
publication-date: ಬುಧವಾರ 04, ಫೆಬ್ರವರಿ 2026 bbox=[10, 74, 114, 90]
mid-section-row-2 bbox=[171, 762, 937, 1008]
lead-story[interactable] bbox=[171, 97, 937, 465]
lead-dateline: ಮೂಡಬಿದಿರೆ: bbox=[171, 155, 203, 165]
lead-col-1: ಮೂಡಬಿದಿರೆ: ಹಿಂದೂ ಧರ್ಮವನ್ನು ಪ್ರತಿನಿಧಿಸುವ ತ್ಯಾಗ ಮತ್ತು ಶೌರ್ಯ ಎರಡೂ ಗುಣಗಳನ್ನು ಪ್ರತಿಯೊಬ್ಬರೂ ಮೈಗೂಡಿಸಿಕೊಳ್ಳಬೇಕು ಎಂದು ಕರಿಂಜೆಶ್ವರ ದೇವಸ್ಥಾನದ ಶ್ರೀಗಳು ಹೇಳಿದರು. ಕಲ್ಲಮುಂಡ್ಕೂರು ಮಂಡಲ ಹಿಂದೂ ಸಂಗಮ ಕಾರ್ಯಕ್ರಮವನ್ನು ಉದ್ಘಾಟಿಸಿ ಮಾತನಾಡಿದ ಅವರು, ಸಮಾಜದ ಐಕ್ಯತೆಗೆ ಇಂತಹ ಕಾರ್ಯಕ್ರಮಗಳು ಅಗತ್ಯ ಎಂದು ಅಭಿಪ್ರಾಯ ವ್ಯಕ್ತಪಡಿಸಿದರು. ಕೆಲಸ ಗೊಲಿಸಿದ ಪ್ರೇಕ್ಷ ಧಾರ್ಮಿಕ ಕಾರ್ಯಕ್ರಮದ ಅಂಗವಾಗಿ ನಡೆದ ಶೋಭಾಯಾತ್ರೆ ಆಕರ್ಷಣೀಯವಾಗಿತ್ತು. ವಿವಿಧ ಕಲಾತಂಡಗಳು, ಡೊಳ್ಳು ಕುಣಿತ, ಹುಲಿವೇಷ ಮತ್ತಿತರ ಜಾನಪದ ಕಲಾ ಪ್ರಕಾರಗಳು ಜನರನ್ನು ರಂಜಿಸಿದವು. ಮಹಿಳೆಯರು ಪೂರ್ಣಕುಂಭ ಹೊತ್ತು ಸಾಗಿದ ದೃಶ್ಯ ಮನಮೋಹಕವಾಗಿತ್ತು. ಸಾವಿರಾರು ಸಂಖ್ಯೆಯಲ್ಲಿ ಹಿಂದೂ ಬಾಂಧವರು ಪಾಲ್ಗೊಂಡಿದ್ದರು. bbox=[171, 155, 322, 336]
story-malavooru[interactable]: ಮಳವೂರಿನಲ್ಲಿ ಹಿಂದೂ ಸಂಗಮ ಕೊಣಾಜೆ: ಗುರುವಾರ ಮಳವೂರಿನಲ್ಲಿ ಹಿಂದೂ ಸಂಗಮ ಕಾರ್ಯಕ್ರಮ ನಡೆಯಿತು. ಸಾವಿರಾರು ಮಂದಿ ಭಾಗವಹಿಸಿದ್ದರು. ಸಮಾಜದ ಎಲ್ಲ ವರ್ಗದ ಜನರನ್ನು ಒಗ್ಗೂಡಿಸುವ ಉದ್ದೇಶದಿಂದ ಈ ಕಾರ್ಯಕ್ರಮ ಆಯೋಜಿಸಲಾಗಿದೆ ಎಂದು ಸಂಘಟಕರು ತಿಳಿಸಿದರು. ಶೋಭಾಯಾತ್ರೆಯಲ್ಲಿ ಕಲಾತಂಡಗಳು ಪಾಲ್ಗೊಂಡು ಪ್ರೇಕ್ಷಕರನ್ನು ರಂಜಿಸಿದವು. ದಾರಿಯುದ್ದಕ್ಕೂ ಪುಷ್ಪವೃಷ್ಟಿ ನಡೆಯಿತು. ಸಭಾ ಕಾರ್ಯಕ್ರಮದಲ್ಲಿ ಧಾರ್ಮಿಕ ಮುಖಂಡರು ಮಾತನಾಡಿ, ಹಿಂದೂ ಧರ್ಮದ ಮೌಲ್ಯಗಳನ್ನು ಉಳಿಸಿ ಬೆಳೆಸುವ ಅಗತ್ಯವಿದೆ ಎಂದು ಹೇಳಿದರು. ಮಕ್ಕಳಿಗೆ ಸಂಸ್ಕಾರ ನೀಡುವಲ್ಲಿ ಪೋಷಕರ ಪಾತ್ರ ಮಹತ್ವದ್ದು ಎಂದು ಅಭಿಪ್ರಾಯಪಟ್ಟರು. ಧಾರ್ಮಿಕ ಶಿಕ್ಷಣದ ಮಹತ್ವವನ್ನು ವಿವರಿಸಿದರು. ಗಣ್ಯರನ್ನು ಸನ್ಮಾನಿಸಲಾಯಿತು. ಕಾರ್ಯಕ್ರಮದಲ್ಲಿ ಸ್ಥಳೀಯ ಮುಖಂಡರು, ಗ್ರಾಮಸ್ಥರು ಹೆಚ್ಚಿನ ಸಂಖ್ಯೆಯಲ್ಲಿ ಭಾಗವಹಿಸಿದ್ದರು. bbox=[675, 477, 937, 760]
divider bbox=[8, 497, 158, 498]
hospital-visit-photo bbox=[682, 791, 937, 877]
vamanjoor-photo-col bbox=[165, 1067, 395, 1291]
email-label: Email bbox=[516, 77, 538, 87]
contact-links: website hosadigantha.com | E-paper epaper.hosadigantha.com | Email diganthamlr@gmail.com | Twitter HosadiganthaWeb bbox=[259, 77, 742, 87]
sidebar-item-1-body: ಮೂಡಬಿದಿರೆ: ಕೇಂದ್ರ ಸರಕಾರದ ನಾಲ್ಕು ಕಾರ್ಮಿಕ ವಿರೋಧಿ ಕಾರ್ಮಿಕ ಸಂಹಿತೆಗಳನ್ನು ಹಿಂಪಡೆಯಬೇಕು ಎಂದು ಆಗ್ರಹಿಸಿ ಪ್ರತಿಭಟನೆ ನಡೆಸಲಾಯಿತು. ಕೇಂದ್ರ ಸರಕಾರದ ನಾಲ್ಕು ಕಾರ್ಮಿಕ ಸಂಹಿತೆಗಳನ್ನು ಜಾರಿಗೊಳಿಸಲು ಹೊರಟಿರುವುದನ್ನು ವಿರೋಧಿಸಿ ವಿವಿಧ ಕಾರ್ಮಿಕ ಸಂಘಟನೆಗಳ ವತಿಯಿಂದ ಬುಧವಾರ ಮೂಡಬಿದಿರೆ ತಾಲೂಕು ಕಚೇರಿ ಎದುರು ಪ್ರತಿಭಟನೆ ನಡೆಯಿತು. ಕಾರ್ಮಿಕರ ಹಕ್ಕುಗಳನ್ನು ಕಸಿದುಕೊಳ್ಳುವ ಈ ಸಂಹಿತೆಗಳನ್ನು ತಕ್ಷಣವೇ ಹಿಂಪಡೆಯಬೇಕು ಎಂದು ಪ್ರತಿಭಟನಾಕಾರರು ಒತ್ತಾಯಿಸಿದರು. ಸಭೆಯಲ್ಲಿ ಮಾತನಾಡಿದ ಮುಖಂಡರು, ದೇಶದ ಕಾರ್ಮಿಕ ವರ್ಗದ ಹಿತಾಸಕ್ತಿಯನ್ನು ಬಲಿಕೊಟ್ಟು ಕಾರ್ಪೊರೇಟ್ ಕಂಪನಿಗಳಿಗೆ ಅನುಕೂಲ ಮಾಡಿಕೊಡುವ ಪ್ರಯತ್ನ ನಡೆಯುತ್ತಿದೆ ಎಂದು ಆರೋಪಿಸಿದರು. ಪ್ರತಿಭಟನೆಯಲ್ಲಿ ನೂರಾರು ಮಂದಿ ಕಾರ್ಮಿಕರು ಭಾಗವಹಿಸಿದ್ದರು. bbox=[8, 160, 158, 312]
